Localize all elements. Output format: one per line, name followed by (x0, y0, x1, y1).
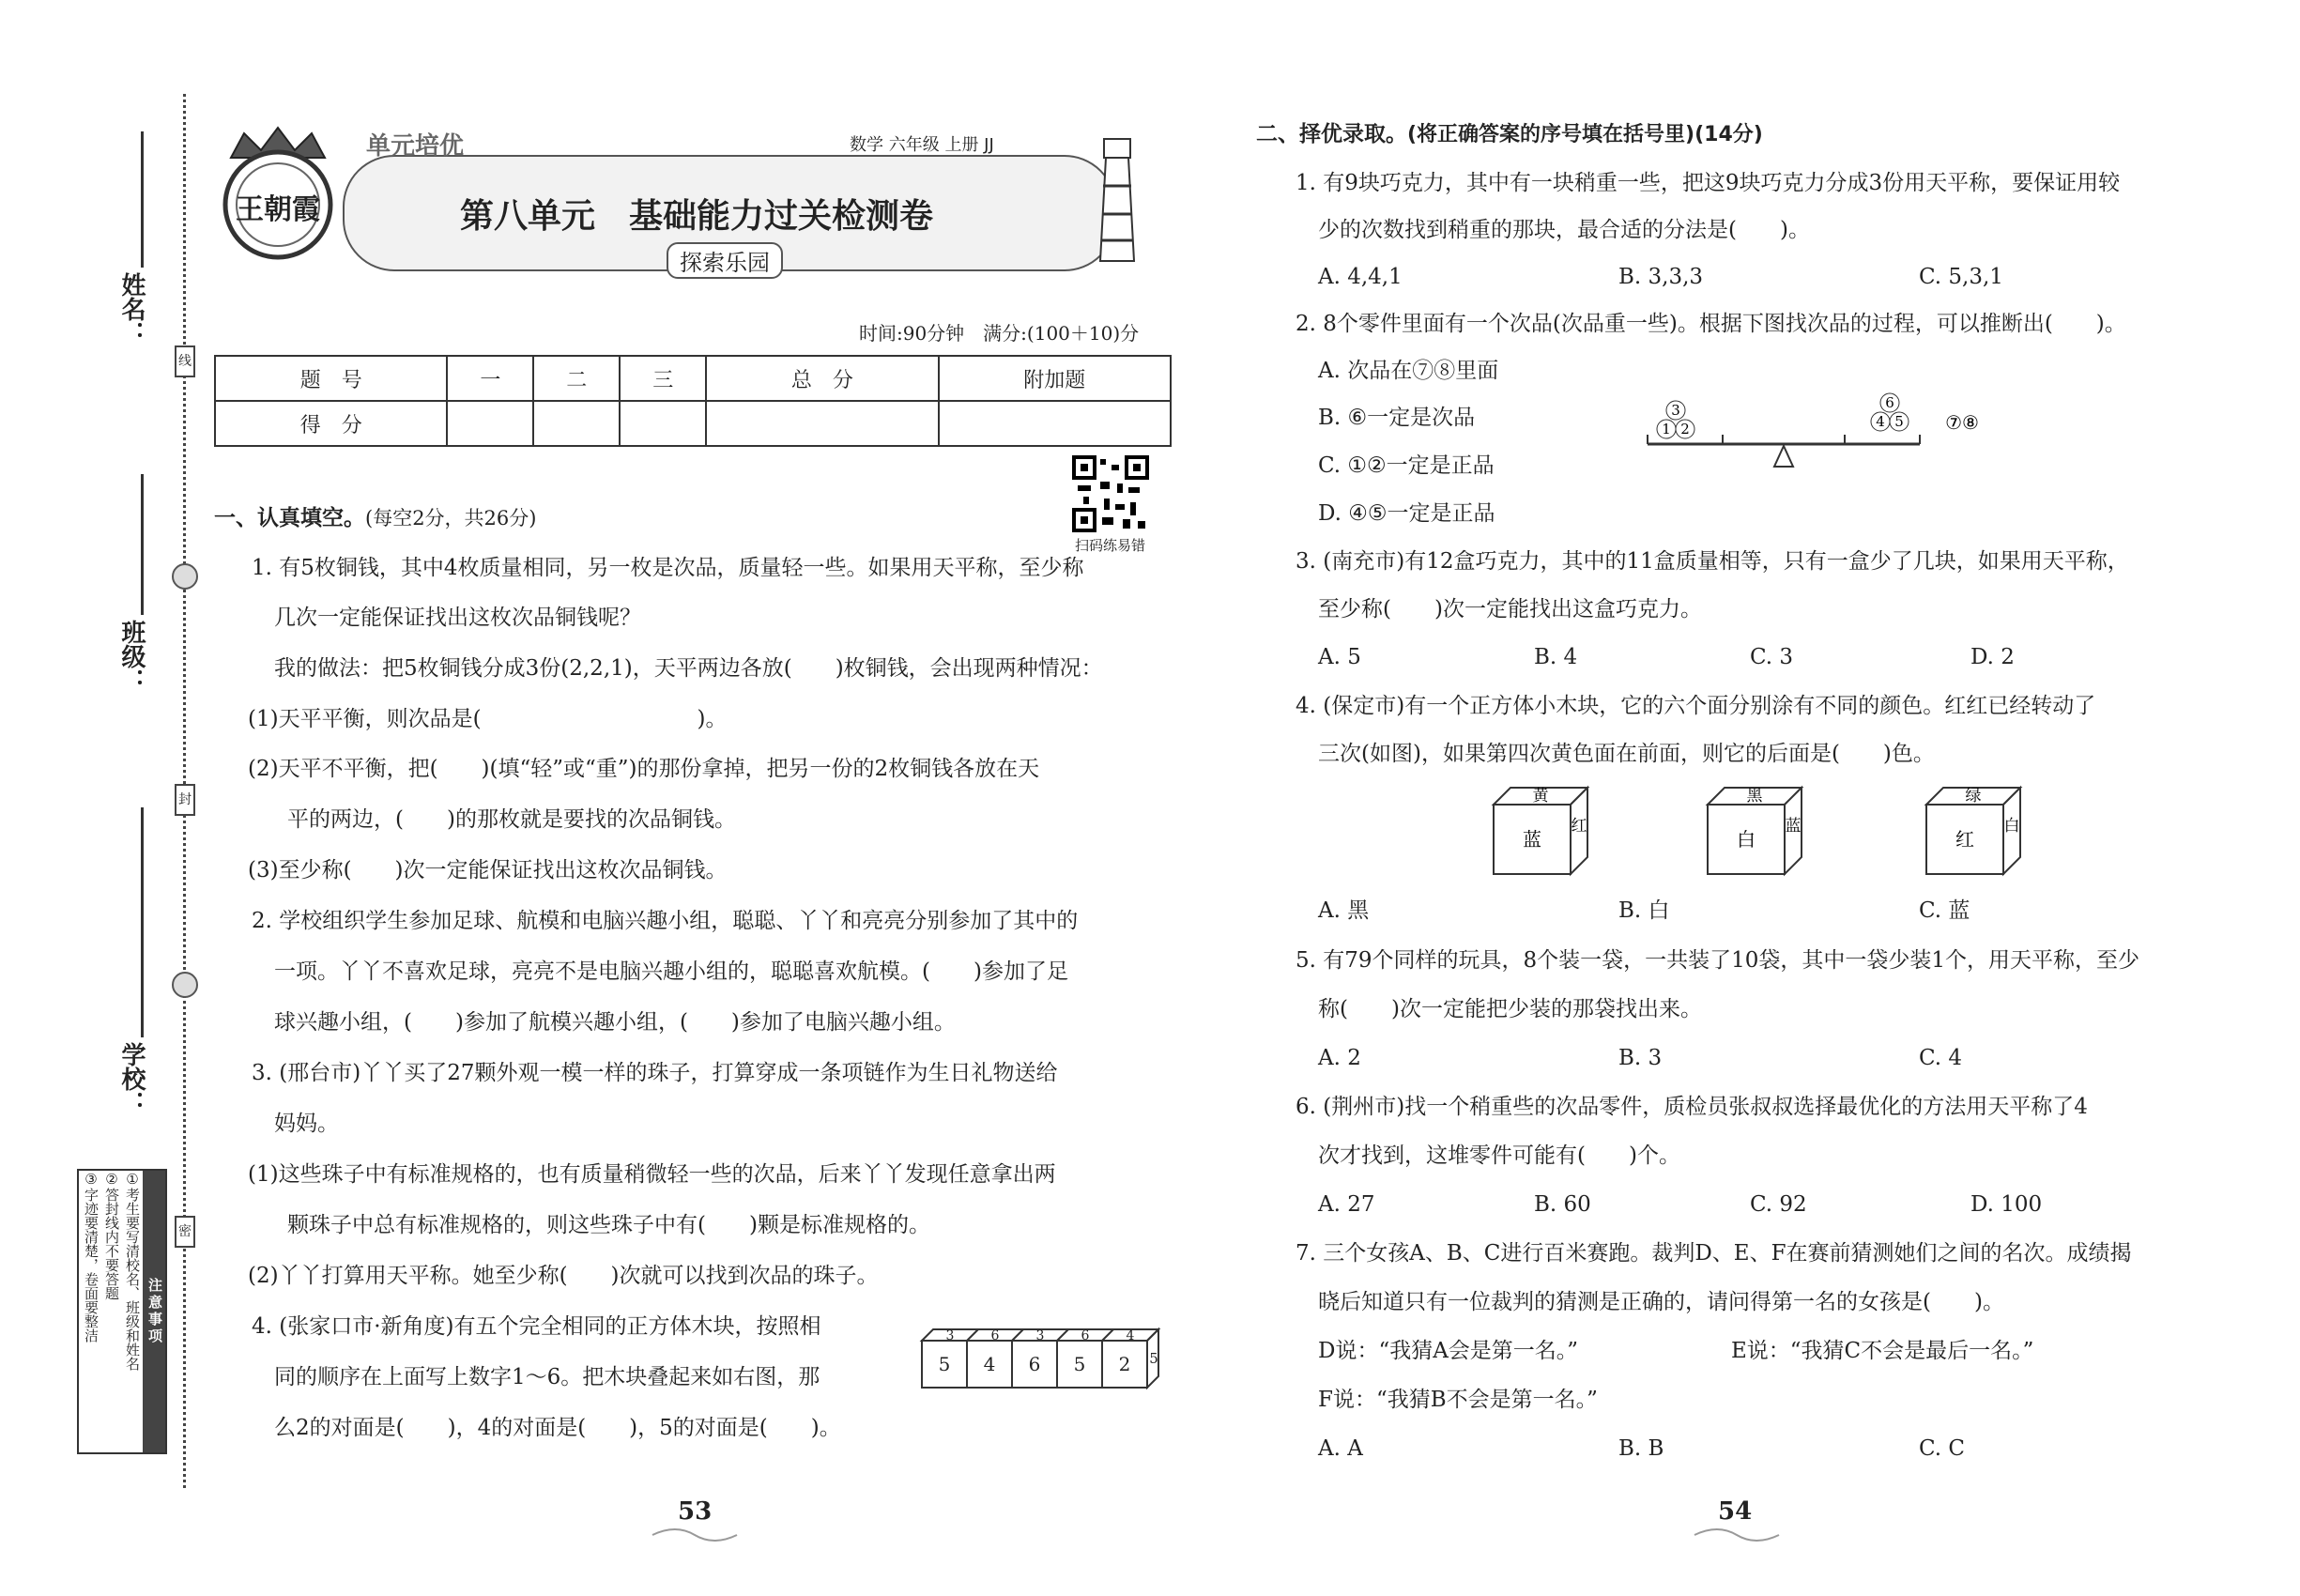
s2-q4-line-1: 4. (保定市)有一个正方体小木块，它的六个面分别涂有不同的颜色。红红已经转动了 (1296, 694, 2096, 718)
q1-part-2b: 平的两边，( )的那枚就是要找的次品铜钱。 (287, 807, 736, 832)
q3-part-2: (2)丫丫打算用天平称。她至少称( )次就可以找到次品的珠子。 (248, 1264, 879, 1288)
cube-side-face: 白 (2003, 817, 2020, 836)
subtitle-tag: 探索乐园 (667, 242, 783, 279)
balance-scale-figure (1638, 390, 2014, 487)
color-cube-1 (1490, 784, 1593, 882)
remaining-parts: ⑦⑧ (1945, 411, 1979, 434)
page-number-left-ornament (648, 1526, 742, 1548)
notice-item: ③字迹要清楚，卷面要整洁 (83, 1171, 100, 1343)
q1-part-2a: (2)天平不平衡，把( )(填“轻”或“重”)的那份拿掉，把另一份的2枚铜钱各放在天 (248, 757, 1040, 781)
cube-front-face: 白 (1737, 828, 1756, 851)
cube-top-face: 绿 (1965, 787, 1982, 806)
s2-q5-option[interactable]: C. 4 (1919, 1046, 1963, 1070)
s2-q5-line-1: 5. 有79个同样的玩具，8个装一袋，一共装了10袋，其中一袋少装1个，用天平称，至少 (1296, 948, 2140, 973)
s2-q7-statement-e: E说：“我猜C不会是最后一名。” (1731, 1339, 2034, 1363)
binding-hole-top (172, 563, 198, 590)
score-header-cell: 附加题 (939, 356, 1171, 401)
s2-q6-option[interactable]: B. 60 (1534, 1192, 1591, 1217)
s2-q2-option[interactable]: A. 次品在⑦⑧里面 (1318, 359, 1499, 383)
s2-q7-line-2: 晓后知道只有一位裁判的猜测是正确的，请问得第一名的女孩是( )。 (1318, 1290, 2004, 1314)
name-label: 姓名： (117, 272, 146, 345)
q3-line-1: 3. (邢台市)丫丫买了27颗外观一模一样的珠子，打算穿成一条项链作为生日礼物送给 (252, 1061, 1058, 1085)
q3-part-1b: 颗珠子中总有标准规格的，则这些珠子中有( )颗是标准规格的。 (287, 1213, 930, 1237)
s2-q3-line-2: 至少称( )次一定能找出这盒巧克力。 (1318, 597, 1702, 622)
block-front-number: 4 (983, 1353, 996, 1375)
s2-q6-option[interactable]: D. 100 (1970, 1192, 2043, 1217)
s2-q2-line-1: 2. 8个零件里面有一个次品(次品重一些)。根据下图找次品的过程，可以推断出( )。 (1296, 312, 2126, 336)
score-cell[interactable] (533, 401, 620, 446)
qr-caption: 扫码练易错 (1075, 537, 1146, 554)
block-front-number: 5 (1073, 1353, 1086, 1375)
s2-q6-option[interactable]: C. 92 (1750, 1192, 1807, 1217)
s2-q4-line-2: 三次(如图)，如果第四次黄色面在前面，则它的后面是( )色。 (1318, 742, 1935, 766)
series-tag: 单元培优 (366, 132, 465, 161)
q2-line-1: 2. 学校组织学生参加足球、航模和电脑兴趣小组，聪聪、丫丫和亮亮分别参加了其中的 (252, 909, 1079, 933)
class-label: 班级： (117, 620, 146, 693)
block-side-number: 5 (1149, 1350, 1158, 1367)
q4-line-3: 么2的对面是( )，4的对面是( )，5的对面是( )。 (274, 1416, 841, 1440)
notice-box (77, 1169, 167, 1454)
right-pan-number: 6 (1885, 394, 1894, 411)
q1-stem-3: 我的做法：把5枚铜钱分成3份(2,2,1)，天平两边各放( )枚铜钱，会出现两种情况： (274, 656, 1103, 681)
color-cube-2 (1704, 784, 1807, 882)
left-pan-number: 3 (1671, 402, 1680, 419)
stacked-blocks-figure (912, 1322, 1166, 1401)
score-cell[interactable] (706, 401, 938, 446)
notice-item: ①考生要写清校名、班级和姓名 (124, 1171, 141, 1371)
q2-line-3: 球兴趣小组，( )参加了航模兴趣小组，( )参加了电脑兴趣小组。 (274, 1010, 956, 1035)
school-label: 学校： (117, 1042, 146, 1115)
q1-stem-1: 1. 有5枚铜钱，其中4枚质量相同，另一枚是次品，质量轻一些。如果用天平称，至少称 (252, 556, 1084, 580)
block-front-number: 6 (1028, 1353, 1041, 1375)
s2-q6-line-2: 次才找到，这堆零件可能有( )个。 (1318, 1143, 1680, 1168)
block-top-number: 6 (990, 1328, 1000, 1343)
section2-note: (将正确答案的序号填在括号里)(14分) (1407, 123, 1763, 146)
score-header-cell: 总 分 (706, 356, 938, 401)
s2-q5-option[interactable]: B. 3 (1618, 1046, 1663, 1070)
s2-q7-option[interactable]: B. B (1618, 1436, 1664, 1461)
s2-q3-option[interactable]: B. 4 (1534, 645, 1578, 669)
color-cube-3 (1923, 784, 2026, 882)
score-header-cell: 二 (533, 356, 620, 401)
q2-line-2: 一项。丫丫不喜欢足球，亮亮不是电脑兴趣小组的，聪聪喜欢航模。( )参加了足 (274, 959, 1068, 984)
s2-q5-line-2: 称( )次一定能把少装的那袋找出来。 (1318, 997, 1702, 1021)
block-top-number: 3 (1035, 1328, 1045, 1343)
s2-q1-option[interactable]: B. 3,3,3 (1618, 265, 1704, 289)
section1-title: 一、认真填空。 (214, 506, 365, 530)
s2-q7-statement-f: F说：“我猜B不会是第一名。” (1318, 1388, 1598, 1412)
seal-mark-secret: 密 (175, 1216, 195, 1248)
s2-q2-option[interactable]: D. ④⑤一定是正品 (1318, 501, 1495, 526)
section2-heading (1256, 120, 1763, 149)
block-top-number: 3 (945, 1328, 955, 1343)
notice-title: 注意事项 (143, 1171, 165, 1452)
q1-part-3: (3)至少称( )次一定能保证找出这枚次品铜钱。 (248, 858, 728, 882)
brand-logo (208, 122, 347, 261)
lighthouse-icon (1080, 130, 1155, 274)
score-row-label: 得 分 (215, 401, 447, 446)
block-top-number: 4 (1126, 1328, 1135, 1343)
s2-q3-line-1: 3. (南充市)有12盒巧克力，其中的11盒质量相等，只有一盒少了几块，如果用天平称， (1296, 549, 2129, 574)
s2-q7-line-1: 7. 三个女孩A、B、C进行百米赛跑。裁判D、E、F在赛前猜测她们之间的名次。成绩揭 (1296, 1241, 2132, 1266)
s2-q1-option[interactable]: C. 5,3,1 (1919, 265, 2003, 289)
s2-q4-option[interactable]: A. 黑 (1318, 898, 1370, 923)
right-pan-number: 4 (1876, 413, 1885, 430)
s2-q7-option[interactable]: C. C (1919, 1436, 1965, 1461)
score-header-cell: 题 号 (215, 356, 447, 401)
left-pan-number: 1 (1662, 421, 1671, 437)
cube-front-face: 红 (1955, 828, 1974, 851)
score-cell[interactable] (447, 401, 533, 446)
s2-q1-option[interactable]: A. 4,4,1 (1318, 265, 1403, 289)
page-number-left: 53 (678, 1497, 713, 1526)
subject-line: 数学 六年级 上册 JJ (850, 135, 994, 155)
s2-q6-line-1: 6. (荆州市)找一个稍重些的次品零件，质检员张叔叔选择最优化的方法用天平称了4 (1296, 1095, 2088, 1119)
q1-stem-2: 几次一定能保证找出这枚次品铜钱呢？ (274, 606, 641, 630)
page-number-right: 54 (1718, 1497, 1753, 1526)
q3-part-1a: (1)这些珠子中有标准规格的，也有质量稍微轻一些的次品，后来丫丫发现任意拿出两 (248, 1162, 1056, 1187)
s2-q3-option[interactable]: D. 2 (1970, 645, 2015, 669)
s2-q2-option[interactable]: C. ①②一定是正品 (1318, 453, 1495, 478)
cube-side-face: 红 (1571, 817, 1587, 836)
q3-line-2: 妈妈。 (274, 1112, 339, 1136)
score-header-cell: 一 (447, 356, 533, 401)
left-pan-number: 2 (1680, 421, 1690, 437)
seal-mark-line: 线 (175, 345, 195, 377)
block-top-number: 6 (1081, 1328, 1090, 1343)
qr-code[interactable] (1072, 455, 1149, 532)
s2-q4-option[interactable]: C. 蓝 (1919, 898, 1970, 923)
binding-hole-bottom (172, 972, 198, 998)
s2-q2-option[interactable]: B. ⑥一定是次品 (1318, 406, 1476, 430)
page-title: 第八单元 基础能力过关检测卷 (460, 197, 934, 236)
name-underline (141, 131, 144, 268)
block-front-number: 2 (1118, 1353, 1131, 1375)
class-underline (141, 474, 144, 615)
cube-front-face: 蓝 (1523, 828, 1541, 851)
s2-q3-option[interactable]: C. 3 (1750, 645, 1794, 669)
cube-top-face: 黑 (1746, 787, 1763, 806)
brand-name: 王朝霞 (236, 193, 320, 226)
notice-item: ②答封线内不要答题 (103, 1171, 120, 1300)
block-front-number: 5 (938, 1353, 951, 1375)
q4-line-1: 4. (张家口市·新角度)有五个完全相同的正方体木块，按照相 (252, 1314, 821, 1339)
score-cell[interactable] (620, 401, 706, 446)
s2-q1-line-1: 1. 有9块巧克力，其中有一块稍重一些，把这9块巧克力分成3份用天平称，要保证用较 (1296, 171, 2121, 195)
s2-q6-option[interactable]: A. 27 (1318, 1192, 1375, 1217)
school-underline (141, 807, 144, 1037)
section1-note: (每空2分，共26分) (365, 507, 537, 529)
cube-side-face: 蓝 (1785, 817, 1802, 836)
section2-title: 二、择优录取。 (1256, 122, 1407, 146)
time-info: 时间:90分钟 满分:(100＋10)分 (859, 322, 1140, 345)
s2-q5-option[interactable]: A. 2 (1318, 1046, 1361, 1070)
q4-line-2: 同的顺序在上面写上数字1～6。把木块叠起来如右图，那 (274, 1365, 820, 1389)
seal-mark-seal: 封 (175, 784, 195, 816)
s2-q4-option[interactable]: B. 白 (1618, 898, 1670, 923)
s2-q3-option[interactable]: A. 5 (1318, 645, 1361, 669)
s2-q7-option[interactable]: A. A (1318, 1436, 1363, 1461)
s2-q1-line-2: 少的次数找到稍重的那块，最合适的分法是( )。 (1318, 218, 1810, 242)
score-header-cell: 三 (620, 356, 706, 401)
page-number-right-ornament (1690, 1526, 1784, 1548)
s2-q7-statement-d: D说：“我猜A会是第一名。” (1318, 1339, 1579, 1363)
score-cell[interactable] (939, 401, 1171, 446)
score-table (214, 355, 1172, 447)
q1-part-1: (1)天平平衡，则次品是( )。 (248, 707, 728, 731)
cube-top-face: 黄 (1532, 787, 1549, 806)
right-pan-number: 5 (1894, 413, 1904, 430)
section1-heading (214, 504, 536, 532)
